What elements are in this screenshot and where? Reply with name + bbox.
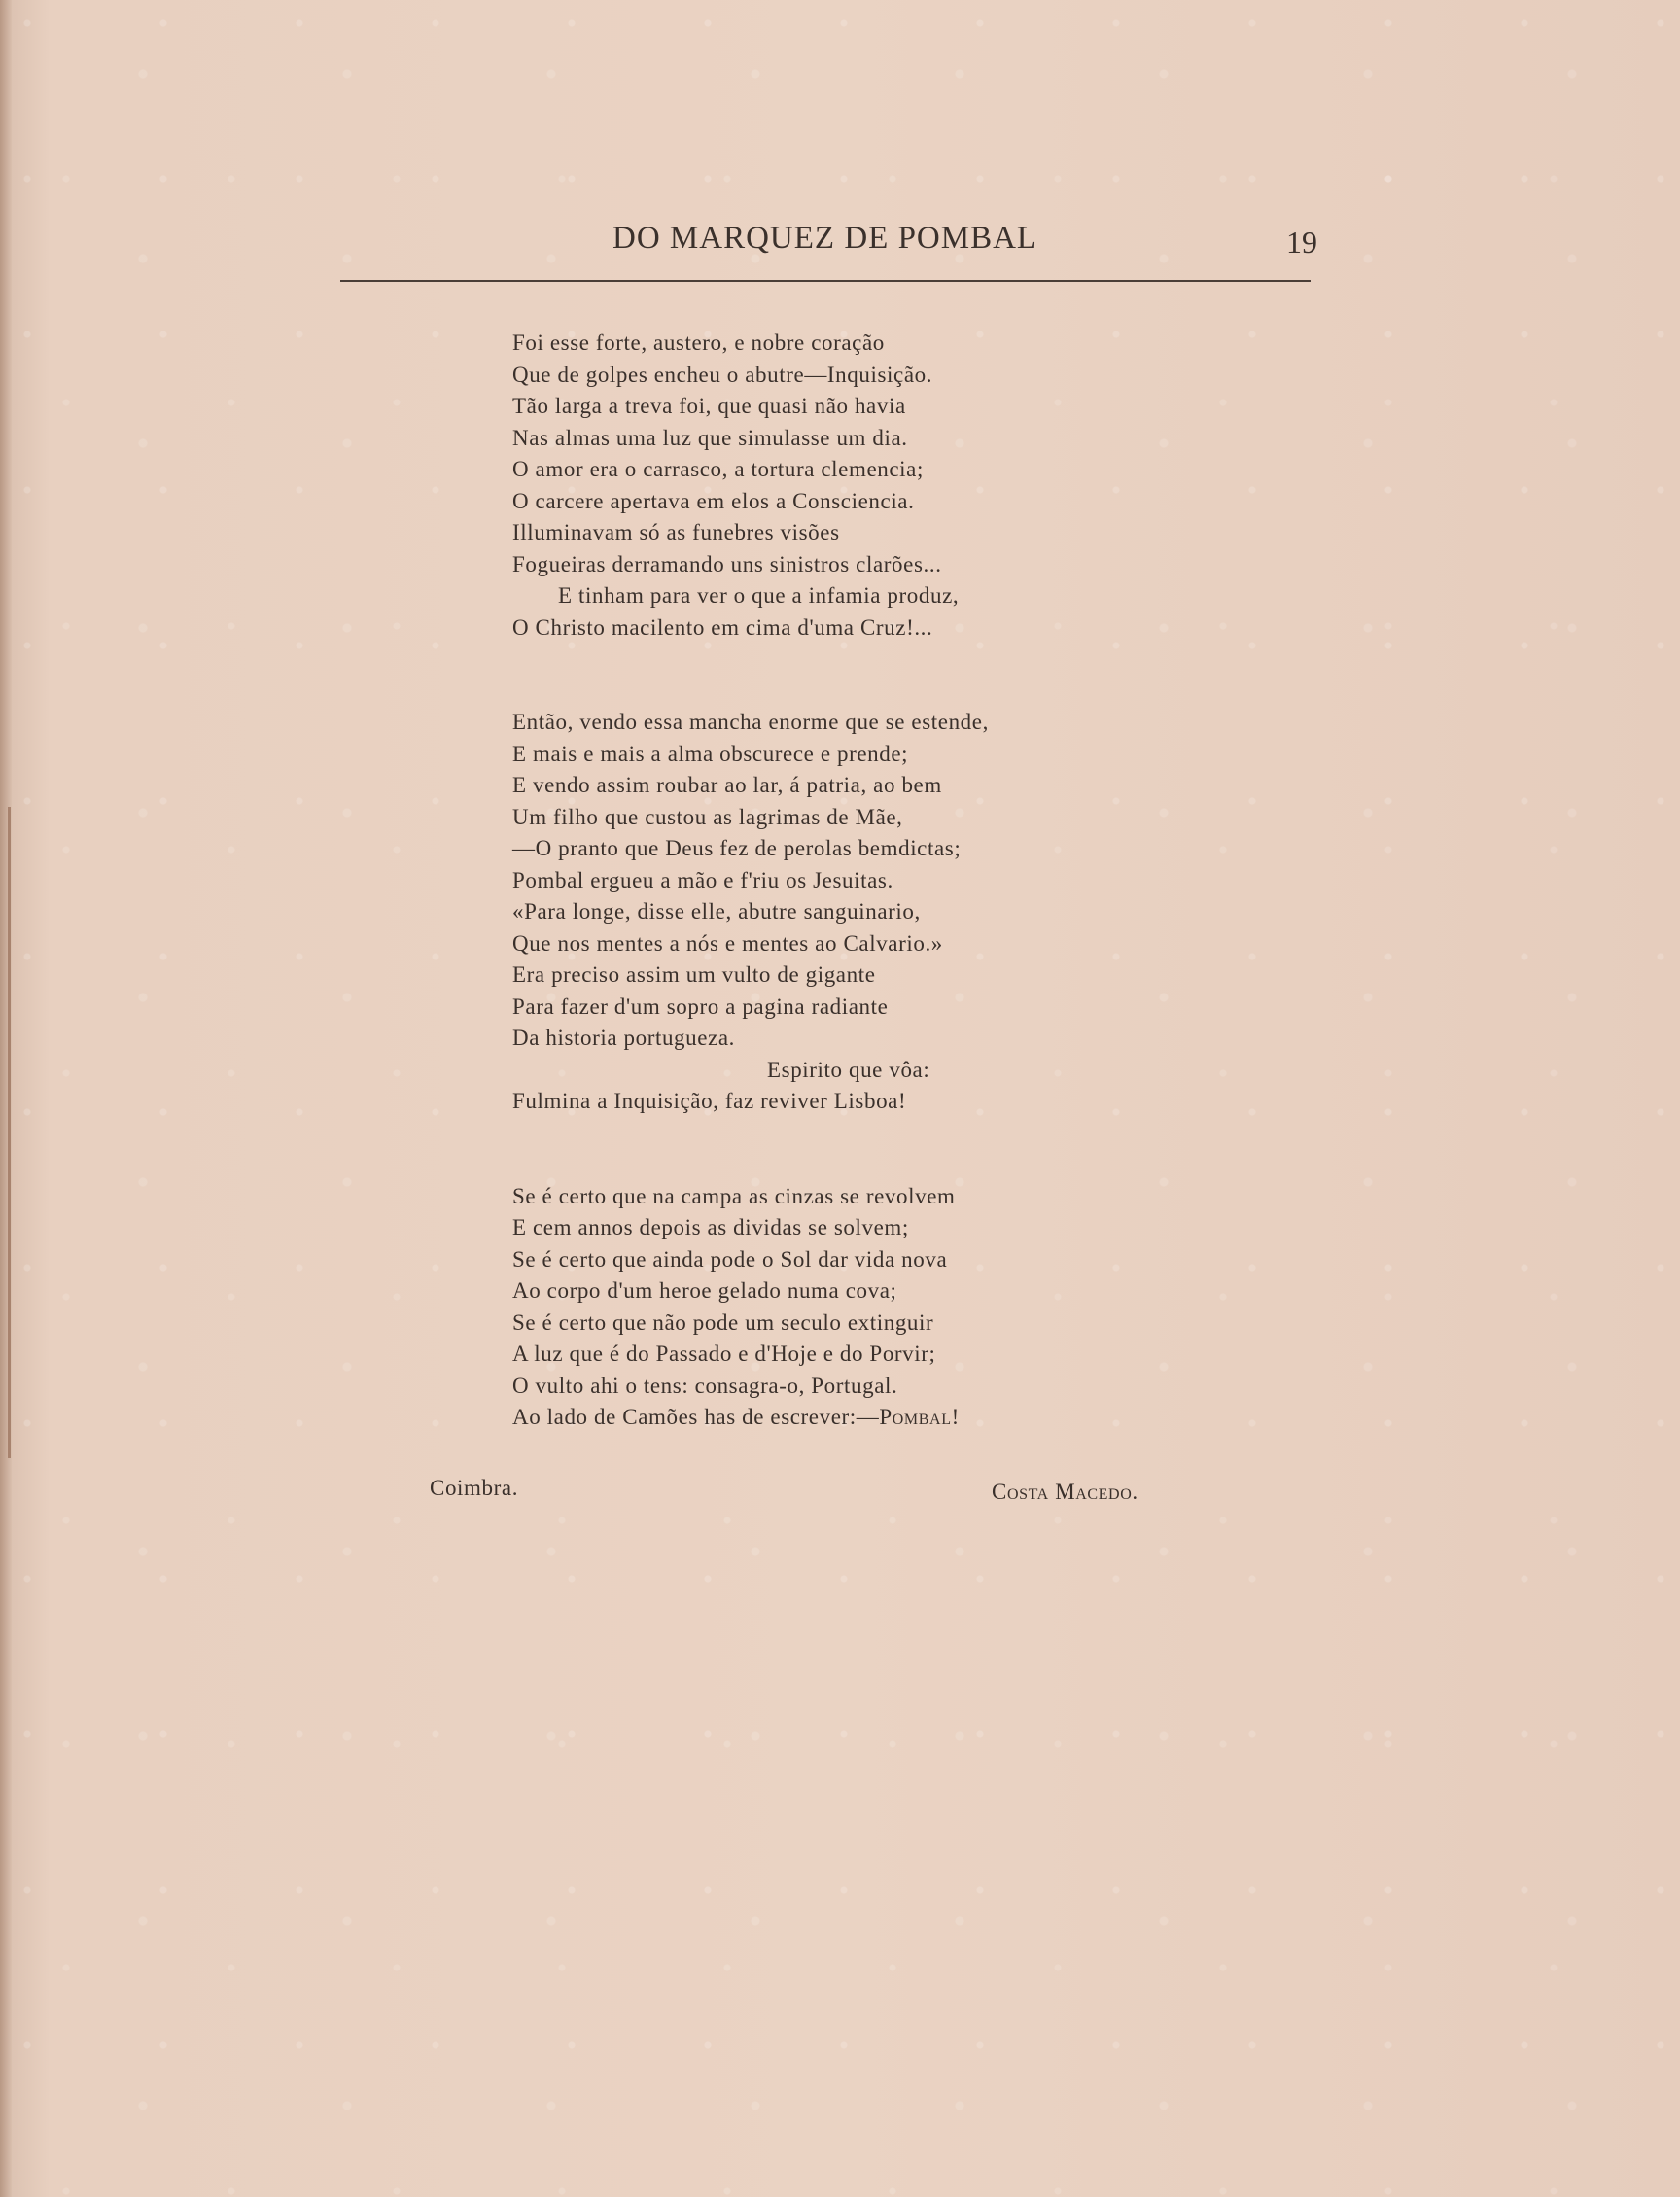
poem-body (512, 328, 1387, 1434)
poem-line: Para fazer d'um sopro a pagina radiante (512, 994, 889, 1019)
poem-line: E vendo assim roubar ao lar, á patria, ao bem (512, 773, 942, 797)
poem-line-text: Ao lado de Camões has de escrever:— (512, 1405, 880, 1429)
poem-line: —O pranto que Deus fez de perolas bemdictas; (512, 836, 962, 860)
page-number: 19 (1286, 225, 1317, 260)
poem-line: Era preciso assim um vulto de gigante (512, 962, 876, 987)
poem-line: O amor era o carrasco, a tortura clemencia; (512, 457, 924, 481)
stanza-1 (512, 328, 1387, 644)
poem-line: Fulmina a Inquisição, faz reviver Lisboa! (512, 1089, 907, 1113)
poem-line: O vulto ahi o tens: consagra-o, Portugal. (512, 1373, 898, 1398)
stanza-2 (512, 707, 1387, 1118)
header-rule (340, 280, 1311, 282)
poem-line: Um filho que custou as lagrimas de Mãe, (512, 804, 903, 829)
poem-line: E tinham para ver o que a infamia produz, (558, 583, 960, 608)
poem-line: Então, vendo essa mancha enorme que se estende, (512, 710, 989, 734)
binding-thread (8, 807, 11, 1458)
poem-line: Tão larga a treva foi, que quasi não havia (512, 394, 906, 418)
author-name: Costa Macedo. (992, 1480, 1138, 1504)
poem-line: Que nos mentes a nós e mentes ao Calvario.» (512, 930, 943, 956)
poem-line: E cem annos depois as dividas se solvem; (512, 1215, 909, 1239)
poem-line: Fogueiras derramando uns sinistros clarões... (512, 551, 942, 576)
stanza-3 (512, 1181, 1387, 1434)
pombal-smallcaps: Pombal! (879, 1405, 960, 1429)
poem-line: Que de golpes encheu o abutre—Inquisição. (512, 362, 933, 387)
poem-line: «Para longe, disse elle, abutre sanguinario, (512, 899, 921, 924)
poem-line: Se é certo que não pode um seculo extinguir (512, 1309, 934, 1335)
poem-line: Foi esse forte, austero, e nobre coração (512, 331, 885, 355)
poem-line: Pombal ergueu a mão e f'riu os Jesuitas. (512, 867, 893, 892)
poem-line: Se é certo que ainda pode o Sol dar vida nova (512, 1246, 948, 1272)
page-title: DO MARQUEZ DE POMBAL (612, 221, 1038, 256)
place-name: Coimbra. (430, 1476, 519, 1500)
poem-line: O Christo macilento em cima d'uma Cruz!... (512, 614, 933, 640)
poem-line: Illuminavam só as funebres visões (512, 520, 840, 544)
poem-line: Espirito que vôa: (767, 1057, 930, 1082)
poem-line: Se é certo que na campa as cinzas se revolvem (512, 1183, 956, 1208)
poem-line: O carcere apertava em elos a Consciencia. (512, 488, 915, 513)
poem-line (512, 1402, 1387, 1434)
signature-row (430, 1476, 1169, 1515)
poem-line: E mais e mais a alma obscurece e prende; (512, 741, 909, 766)
poem-line: Ao corpo d'um heroe gelado numa cova; (512, 1278, 897, 1303)
poem-line: A luz que é do Passado e d'Hoje e do Porvir; (512, 1342, 936, 1366)
poem-line: Nas almas uma luz que simulasse um dia. (512, 425, 908, 450)
poem-line: Da historia portugueza. (512, 1026, 736, 1050)
